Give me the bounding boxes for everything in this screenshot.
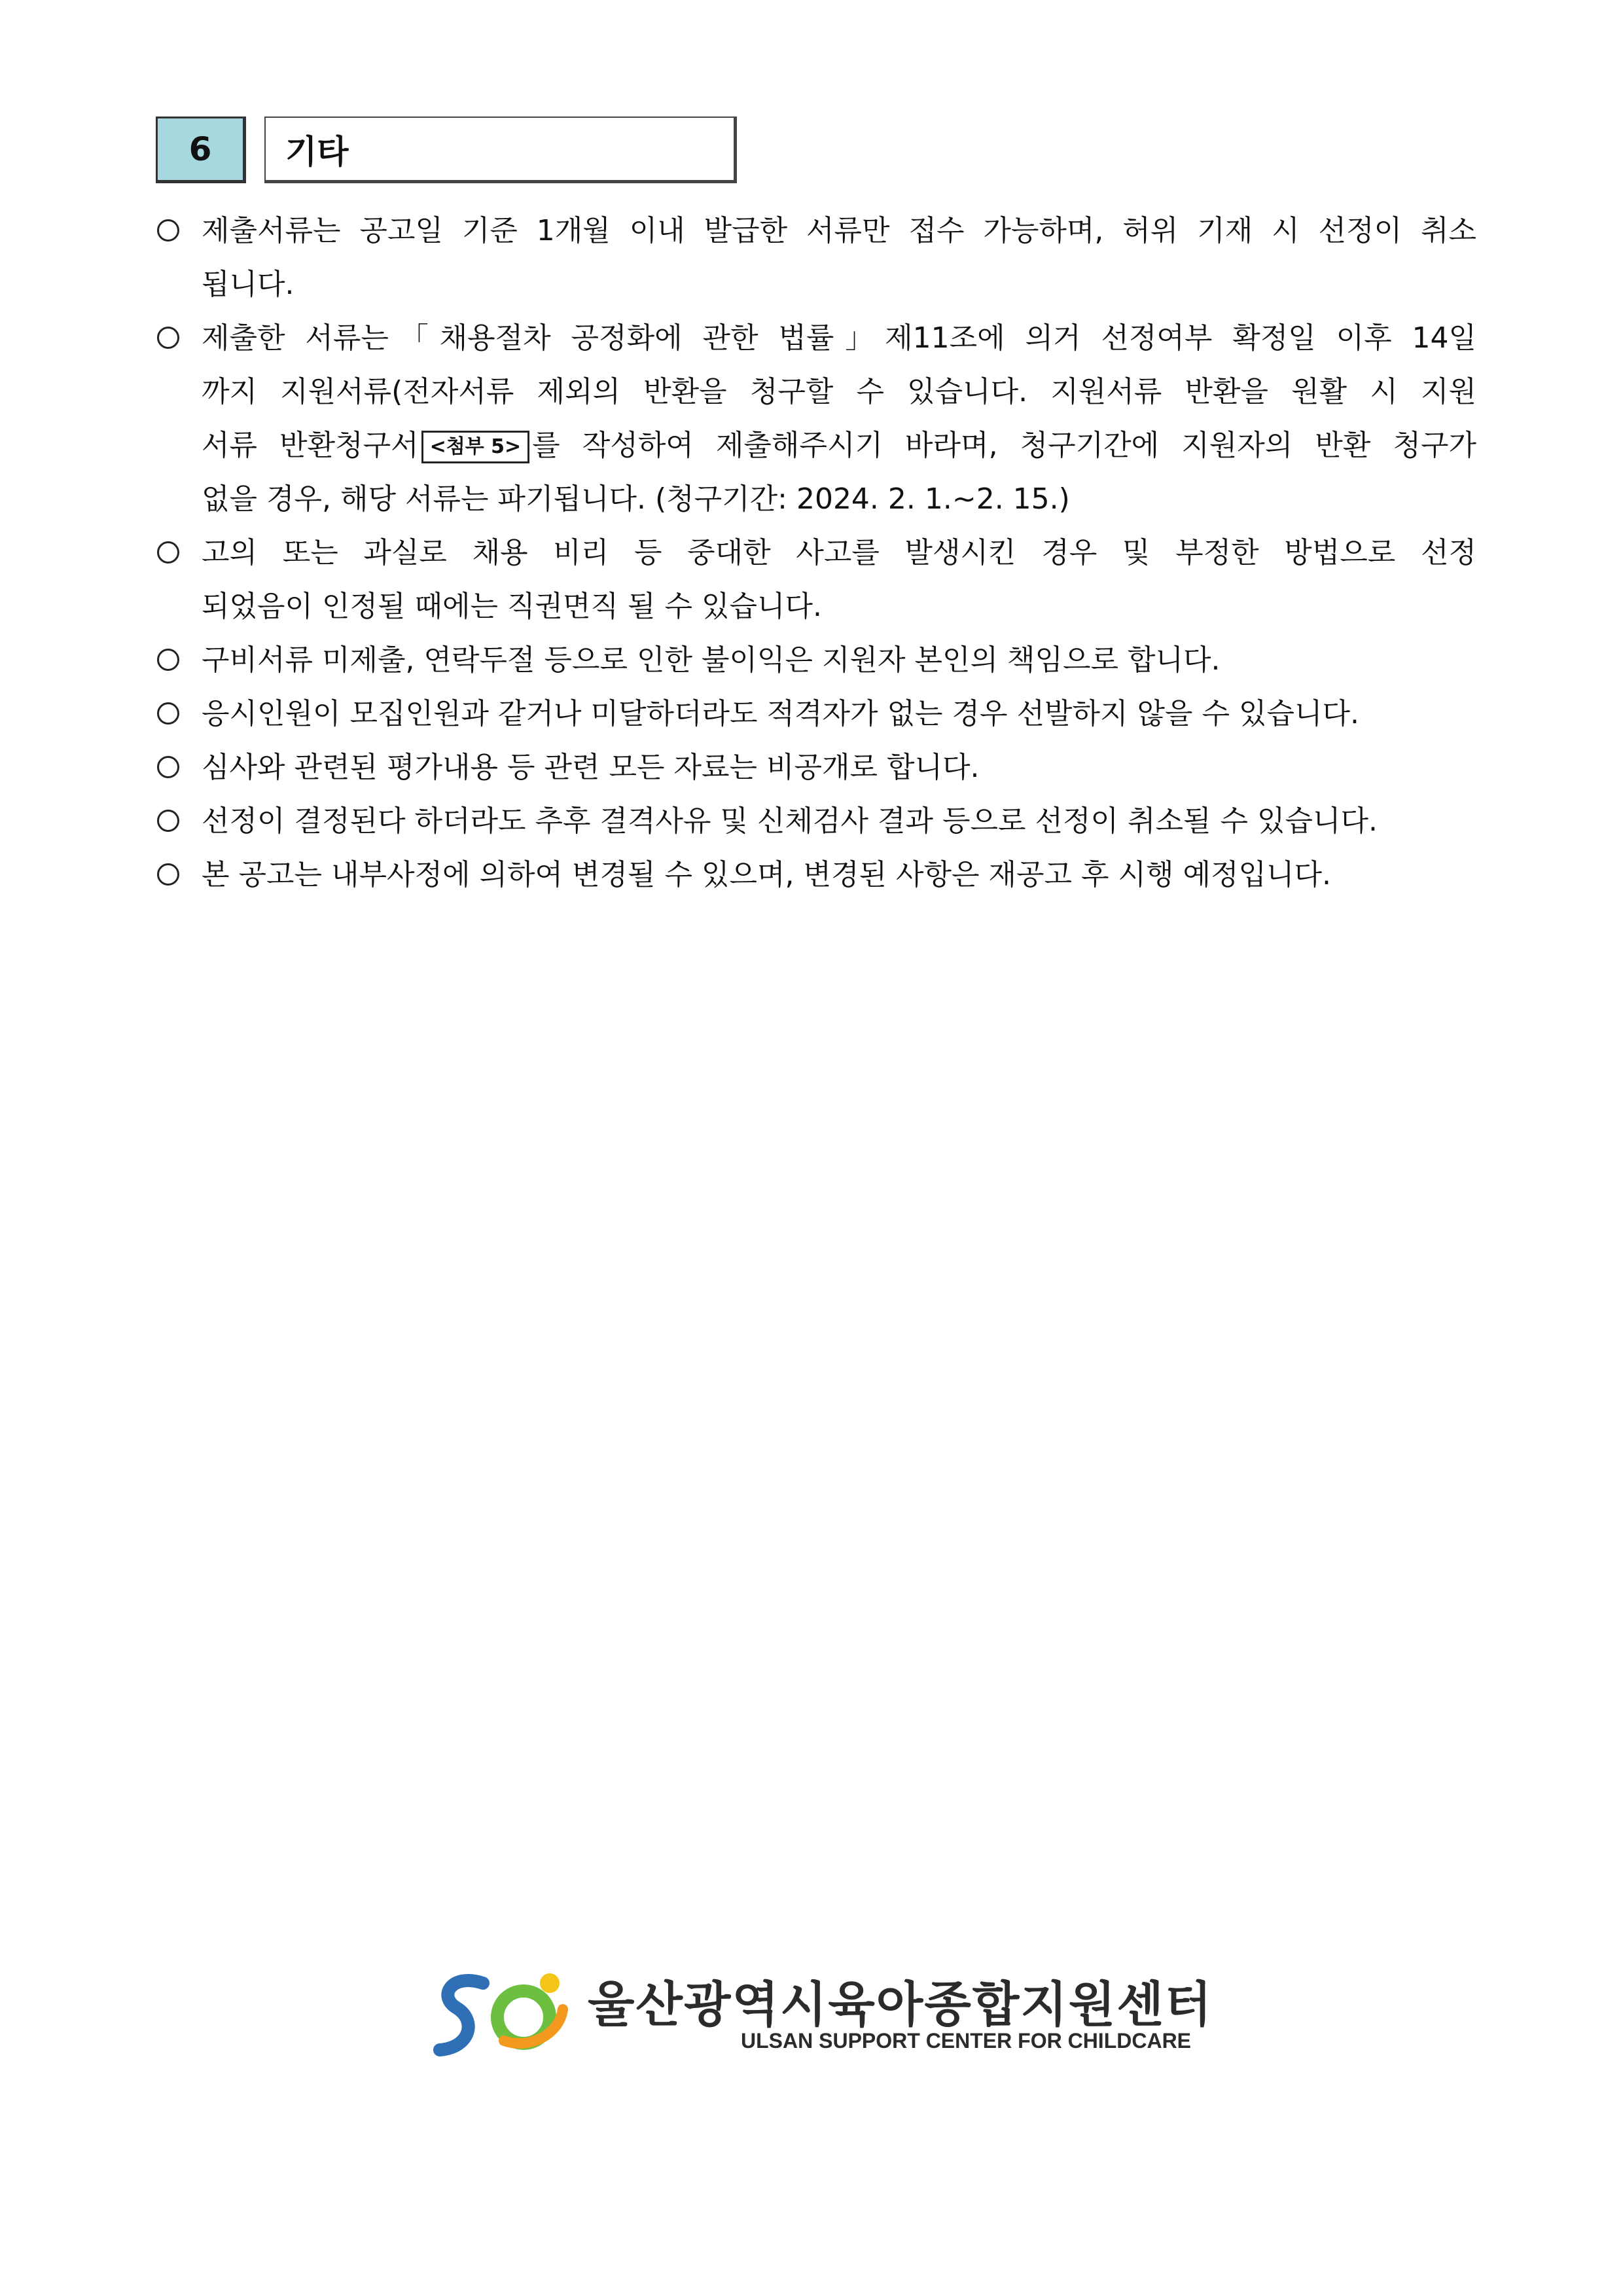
list-item: 제출서류는 공고일 기준 1개월 이내 발급한 서류만 접수 가능하며, 허위 기재 시 선정이 취소 됩니다.: [154, 204, 1476, 312]
section-title: 기타: [264, 117, 737, 183]
attachment-tag: <첨부 5>: [421, 431, 530, 463]
section-number: 6: [156, 117, 246, 183]
notice-list: [154, 204, 1476, 902]
org-footer: [425, 1964, 1211, 2062]
org-logo-icon: [425, 1964, 576, 2062]
list-item: 구비서류 미제출, 연락두절 등으로 인한 불이익은 지원자 본인의 책임으로 합니다.: [154, 634, 1476, 687]
circle-bullet-icon: [157, 327, 179, 349]
circle-bullet-icon: [157, 702, 179, 725]
list-item: 응시인원이 모집인원과 같거나 미달하더라도 적격자가 없는 경우 선발하지 않을 수 있습니다.: [154, 687, 1476, 741]
org-name-korean: 울산광역시육아종합지원센터: [588, 1977, 1213, 2033]
list-item: 제출한 서류는「채용절차 공정화에 관한 법률」제11조에 의거 선정여부 확정일 이후 14일 까지 지원서류(전자서류 제외의 반환을 청구할 수 있습니다. 지원서류 반환을 원활 시 지원 서류 반환청구서 <첨부 5> 를 작성하여 제출해주시기 바라며, 청구기간에 지원자의 반환 청구가 없을 경우, 해당 서류는 파기됩니다. (청구기간: 2024. 2. 1.~2. 15.): [154, 312, 1476, 526]
list-item: 심사와 관련된 평가내용 등 관련 모든 자료는 비공개로 합니다.: [154, 741, 1476, 795]
circle-bullet-icon: [157, 810, 179, 832]
circle-bullet-icon: [157, 219, 179, 242]
circle-bullet-icon: [157, 863, 179, 886]
list-item: 본 공고는 내부사정에 의하여 변경될 수 있으며, 변경된 사항은 재공고 후 시행 예정입니다.: [154, 848, 1476, 902]
attachment-line: 서류 반환청구서 <첨부 5> 를 작성하여 제출해주시기 바라며, 청구기간에 지원자의 반환 청구가: [202, 429, 1477, 462]
list-item: 선정이 결정된다 하더라도 추후 결격사유 및 신체검사 결과 등으로 선정이 취소될 수 있습니다.: [154, 795, 1476, 848]
org-name-english: ULSAN SUPPORT CENTER FOR CHILDCARE: [741, 2029, 1192, 2053]
circle-bullet-icon: [157, 649, 179, 671]
list-item: 고의 또는 과실로 채용 비리 등 중대한 사고를 발생시킨 경우 및 부정한 방법으로 선정 되었음이 인정될 때에는 직권면직 될 수 있습니다.: [154, 526, 1476, 634]
circle-bullet-icon: [157, 756, 179, 778]
circle-bullet-icon: [157, 541, 179, 564]
